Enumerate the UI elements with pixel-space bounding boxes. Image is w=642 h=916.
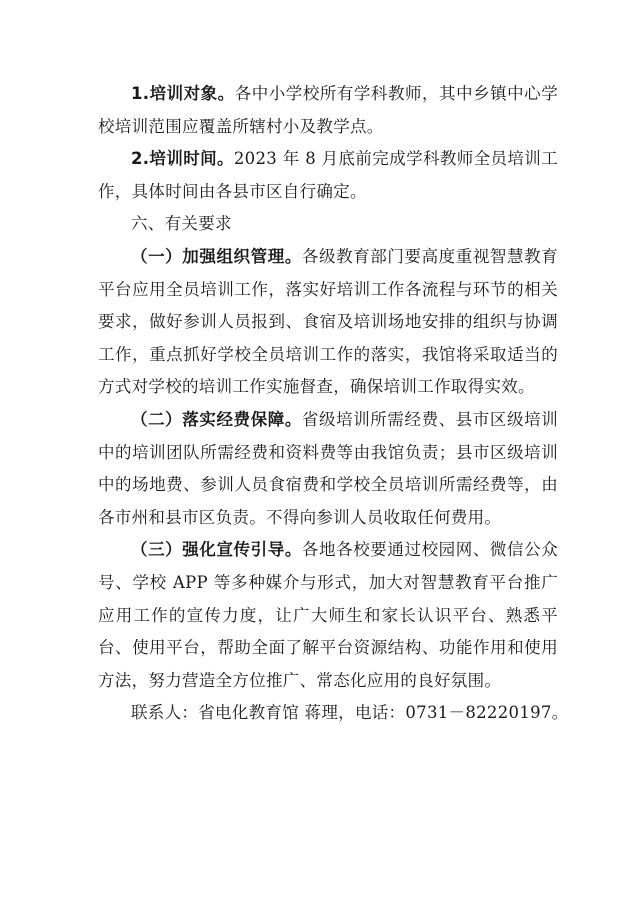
requirement-publicity-title: （三）强化宣传引导。 [131, 540, 302, 560]
item-training-time-title: 2.培训时间。 [131, 149, 234, 169]
item-training-target-title: 1.培训对象。 [131, 84, 235, 103]
requirement-funding-title: （二）落实经费保障。 [131, 409, 302, 429]
requirement-funding-body: 省级培训所需经费、县市区级培训中的培训团队所需经费和资料费等由我馆负责；县市区级培训中的场地费、参训人员食宿费和学校全员培训所需经费等，由各市州和县市区负责。不得向参训人员收取任何费用。 [98, 409, 559, 527]
section-heading: 六、有关要求 [131, 214, 232, 234]
requirement-organization [98, 241, 558, 404]
item-training-target [98, 78, 558, 143]
item-training-time [98, 143, 558, 208]
requirement-funding [98, 404, 558, 534]
item-training-target-body: 各中小学校所有学科教师，其中乡镇中心学校培训范围应覆盖所辖村小及教学点。 [98, 84, 558, 136]
contact-line: 联系人：省电化教育馆 蒋理，电话：0731－82220197。 [131, 703, 569, 723]
document-body [98, 78, 569, 730]
requirement-organization-body: 各级教育部门要高度重视智慧教育平台应用全员培训工作，落实好培训工作各流程与环节的相关要求，做好参训人员报到、食宿及培训场地安排的组织与协调工作，重点抓好学校全员培训工作的落实，我馆将采取适当的方式对学校的培训工作实施督查，确保培训工作取得实效。 [98, 246, 559, 397]
requirement-organization-title: （一）加强组织管理。 [131, 246, 302, 266]
requirement-publicity [98, 534, 558, 697]
requirement-publicity-body: 各地各校要通过校园网、微信公众号、学校 APP 等多种媒介与形式，加大对智慧教育平台推广应用工作的宣传力度，让广大师生和家长认识平台、熟悉平台、使用平台，帮助全面了解平台资源结构、功能作用和使用方法，努力营造全方位推广、常态化应用的良好氛围。 [98, 540, 559, 690]
item-training-time-body: 2023 年 8 月底前完成学科教师全员培训工作，具体时间由各县市区自行确定。 [98, 149, 558, 201]
